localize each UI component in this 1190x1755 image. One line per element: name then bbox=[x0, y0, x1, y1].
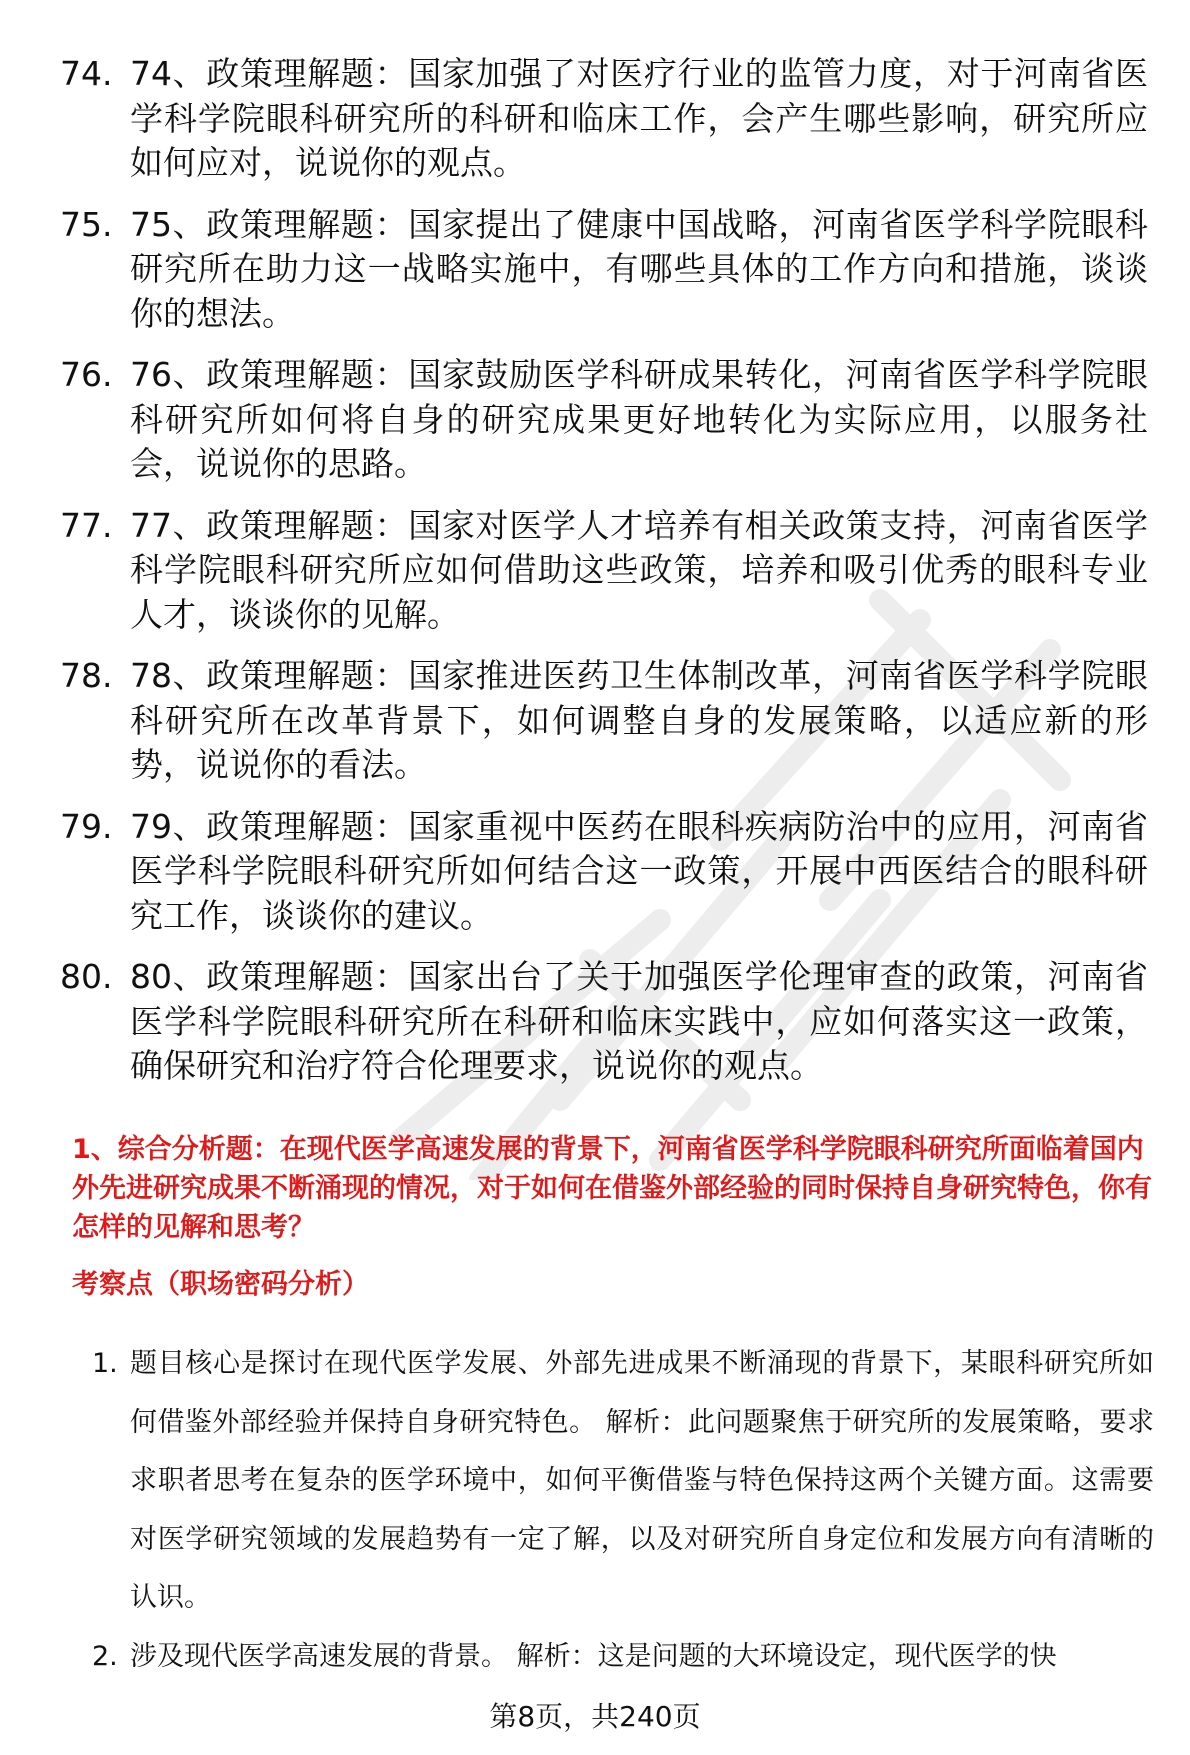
page-number-footer: 第8页，共240页 bbox=[489, 1700, 701, 1733]
list-item-text: 75、政策理解题：国家提出了健康中国战略，河南省医学科学院眼科研究所在助力这一战略实施中，有哪些具体的工作方向和措施，谈谈你的想法。 bbox=[130, 204, 1148, 333]
list-item-text: 77、政策理解题：国家对医学人才培养有相关政策支持，河南省医学科学院眼科研究所应如何借助这些政策，培养和吸引优秀的眼科专业人才，谈谈你的见解。 bbox=[130, 505, 1148, 634]
list-item-text: 74、政策理解题：国家加强了对医疗行业的监管力度，对于河南省医学科学院眼科研究所的科研和临床工作，会产生哪些影响，研究所应如何应对，说说你的观点。 bbox=[130, 54, 1148, 182]
list-item-number: 80. bbox=[60, 957, 113, 996]
list-item-number: 77. bbox=[60, 505, 113, 545]
list-item-number: 79. bbox=[60, 806, 113, 846]
analysis-point-list bbox=[0, 1335, 1190, 1686]
list-item bbox=[0, 52, 1190, 186]
list-item-number: 76. bbox=[60, 355, 113, 394]
subsection-heading: 考察点（职场密码分析） bbox=[72, 1269, 369, 1300]
list-item-text: 76、政策理解题：国家鼓励医学科研成果转化，河南省医学科学院眼科研究所如何将自身的研究成果更好地转化为实际应用，以服务社会，说说你的思路。 bbox=[130, 355, 1148, 483]
list-item-number: 1. bbox=[92, 1348, 118, 1379]
list-item bbox=[0, 1335, 1190, 1628]
list-item-text: 80、政策理解题：国家出台了关于加强医学伦理审查的政策，河南省医学科学院眼科研究所在科研和临床实践中，应如何落实这一政策，确保研究和治疗符合伦理要求，说说你的观点。 bbox=[130, 957, 1148, 1085]
list-item bbox=[0, 504, 1190, 638]
list-item bbox=[0, 955, 1190, 1089]
list-item bbox=[0, 353, 1190, 487]
list-item-number: 74. bbox=[60, 54, 113, 93]
list-item bbox=[0, 1628, 1190, 1687]
list-item-number: 2. bbox=[92, 1640, 118, 1672]
list-item-text: 78、政策理解题：国家推进医药卫生体制改革，河南省医学科学院眼科研究所在改革背景下，如何调整自身的发展策略，以适应新的形势，说说你的看法。 bbox=[130, 656, 1148, 784]
list-item bbox=[0, 203, 1190, 337]
list-item-text: 涉及现代医学高速发展的背景。 解析：这是问题的大环境设定，现代医学的快 bbox=[130, 1640, 1057, 1672]
section-heading: 1、综合分析题：在现代医学高速发展的背景下，河南省医学科学院眼科研究所面临着国内外先进研究成果不断涌现的情况，对于如何在借鉴外部经验的同时保持自身研究特色，你有怎样的见解和思考？ bbox=[72, 1134, 1152, 1243]
list-item bbox=[0, 654, 1190, 788]
list-item-number: 75. bbox=[60, 204, 113, 244]
list-item-text: 79、政策理解题：国家重视中医药在眼科疾病防治中的应用，河南省医学科学院眼科研究所如何结合这一政策，开展中西医结合的眼科研究工作，谈谈你的建议。 bbox=[130, 806, 1148, 935]
list-item-text: 题目核心是探讨在现代医学发展、外部先进成果不断涌现的背景下，某眼科研究所如何借鉴外部经验并保持自身研究特色。 解析：此问题聚焦于研究所的发展策略，要求求职者思考在复杂的医学环境中，如何平衡借鉴与特色保持这两个关键方面。这需要对医学研究领域的发展趋势有一定了解，以及对研究所自身定位和发展方向有清晰的认识。 bbox=[130, 1348, 1154, 1613]
list-item-number: 78. bbox=[60, 656, 113, 695]
list-item bbox=[0, 805, 1190, 939]
policy-question-list bbox=[0, 52, 1190, 1106]
